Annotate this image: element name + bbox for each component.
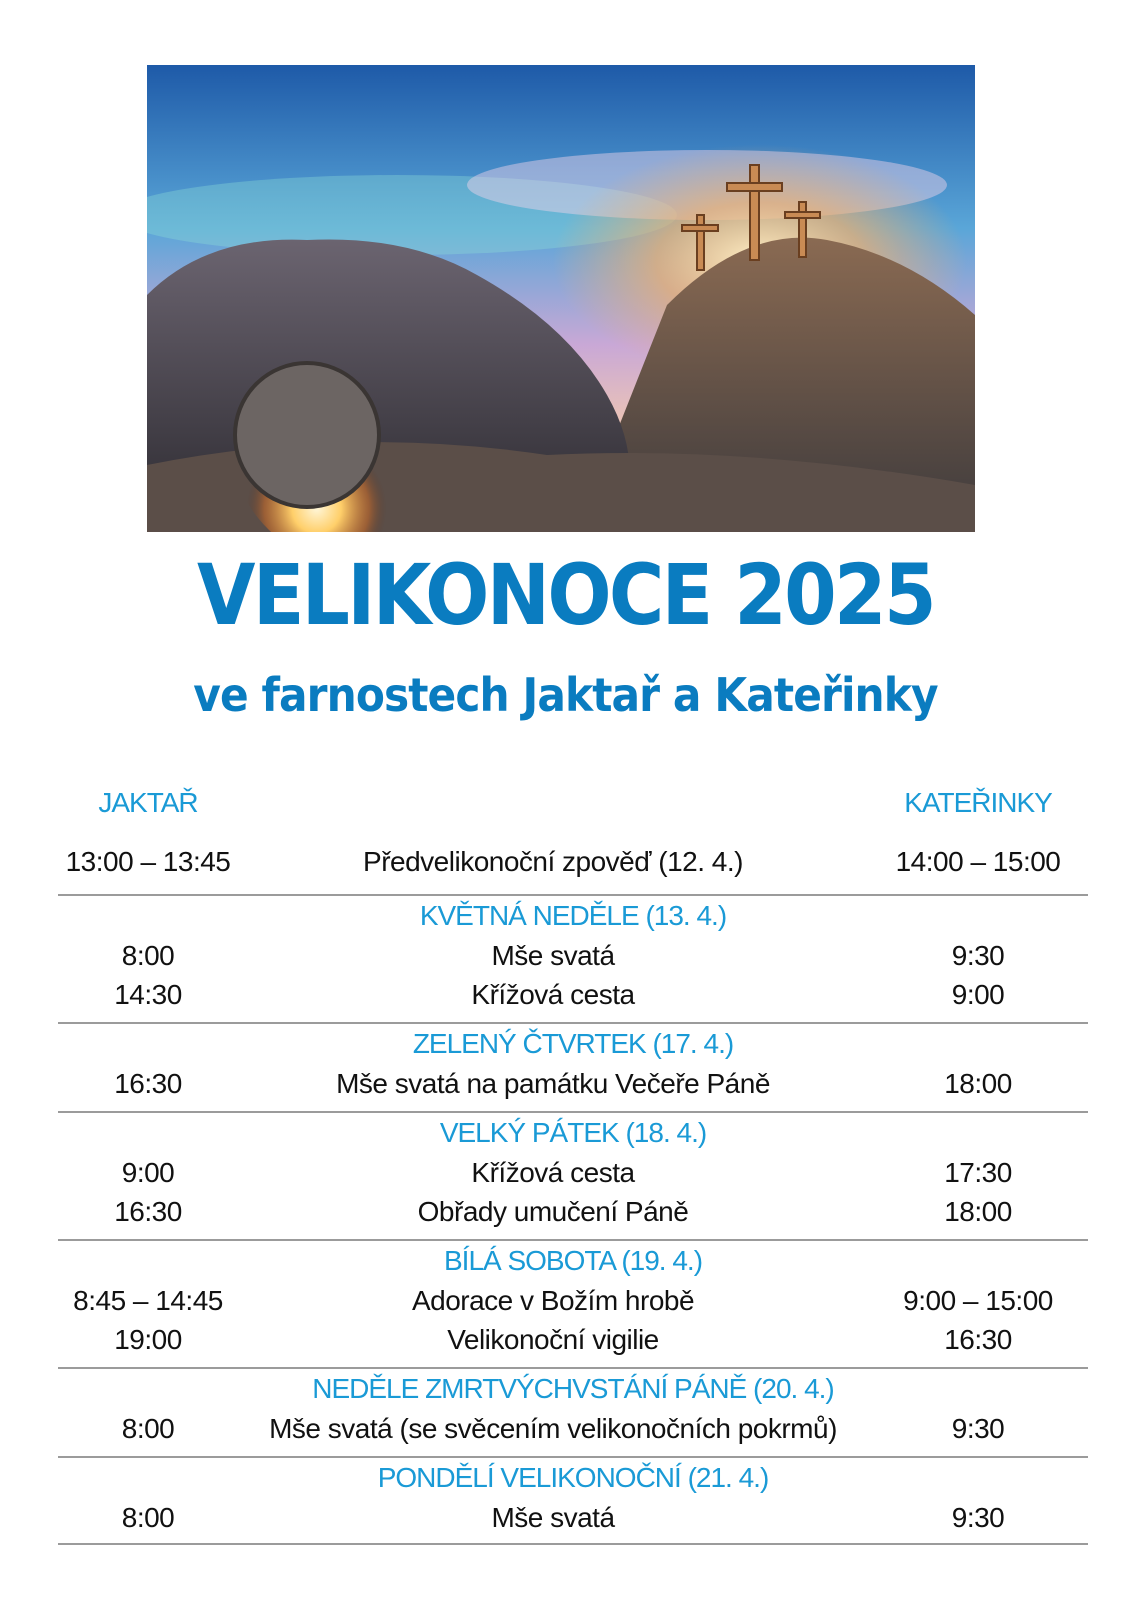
section-heading: ZELENÝ ČTVRTEK (17. 4.) (412, 1028, 734, 1059)
time-jaktar: 8:00 (121, 1501, 175, 1533)
event-name: Adorace v Božím hrobě (411, 1284, 695, 1316)
time-katerinky: 18:00 (944, 1195, 1012, 1227)
section-good-friday (58, 1111, 1088, 1239)
confession-row (58, 840, 1088, 884)
time-jaktar: 8:00 (121, 939, 175, 971)
table-row (58, 975, 1088, 1014)
time-katerinky: 16:30 (944, 1323, 1012, 1355)
table-row (58, 1192, 1088, 1231)
time-jaktar: 8:45 – 14:45 (73, 1284, 223, 1316)
section-heading: NEDĚLE ZMRTVÝCHVSTÁNÍ PÁNĚ (20. 4.) (312, 1373, 834, 1404)
hero-image-empty-tomb-and-crosses (147, 65, 975, 532)
event-name: Velikonoční vigilie (447, 1323, 659, 1355)
event-name: Mše svatá (491, 939, 615, 971)
event-name: Předvelikonoční zpověď (12. 4.) (363, 846, 743, 877)
time-katerinky: 9:00 – 15:00 (903, 1284, 1053, 1316)
event-name: Mše svatá na památku Večeře Páně (336, 1067, 770, 1099)
section-heading: KVĚTNÁ NEDĚLE (13. 4.) (419, 900, 727, 931)
event-name: Mše svatá (se svěcením velikonočních pokrmů) (269, 1412, 837, 1444)
time-katerinky: 17:30 (944, 1156, 1012, 1188)
time-jaktar: 16:30 (114, 1067, 182, 1099)
event-name: Křížová cesta (471, 978, 635, 1010)
time-jaktar: 13:00 – 13:45 (65, 846, 231, 877)
table-row (58, 1153, 1088, 1192)
section-easter-sunday (58, 1367, 1088, 1456)
schedule-table (58, 840, 1088, 1545)
section-heading: BÍLÁ SOBOTA (19. 4.) (443, 1245, 703, 1276)
time-katerinky: 9:30 (951, 1501, 1005, 1533)
time-jaktar: 19:00 (114, 1323, 182, 1355)
section-heading: PONDĚLÍ VELIKONOČNÍ (21. 4.) (377, 1462, 769, 1493)
table-row (58, 1409, 1088, 1448)
section-holy-saturday (58, 1239, 1088, 1367)
section-heading: VELKÝ PÁTEK (18. 4.) (439, 1117, 707, 1148)
table-row (58, 1320, 1088, 1359)
column-header-katerinky: KATEŘINKY (904, 787, 1052, 818)
section-maundy-thursday (58, 1022, 1088, 1111)
time-katerinky: 9:30 (951, 939, 1005, 971)
time-jaktar: 16:30 (114, 1195, 182, 1227)
section-palm-sunday (58, 894, 1088, 1022)
table-row (58, 1064, 1088, 1103)
column-header-jaktar: JAKTAŘ (98, 787, 198, 818)
page-title: VELIKONOCE 2025 (197, 546, 934, 644)
table-row (58, 936, 1088, 975)
time-jaktar: 9:00 (121, 1156, 175, 1188)
time-jaktar: 8:00 (121, 1412, 175, 1444)
table-row (58, 1498, 1088, 1537)
time-katerinky: 14:00 – 15:00 (895, 846, 1061, 877)
time-jaktar: 14:30 (114, 978, 182, 1010)
time-katerinky: 18:00 (944, 1067, 1012, 1099)
time-katerinky: 9:30 (951, 1412, 1005, 1444)
table-row (58, 1281, 1088, 1320)
section-easter-monday (58, 1456, 1088, 1545)
event-name: Křížová cesta (471, 1156, 635, 1188)
event-name: Mše svatá (491, 1501, 615, 1533)
page-subtitle: ve farnostech Jaktař a Kateřinky (193, 668, 938, 722)
event-name: Obřady umučení Páně (417, 1195, 689, 1227)
time-katerinky: 9:00 (951, 978, 1005, 1010)
